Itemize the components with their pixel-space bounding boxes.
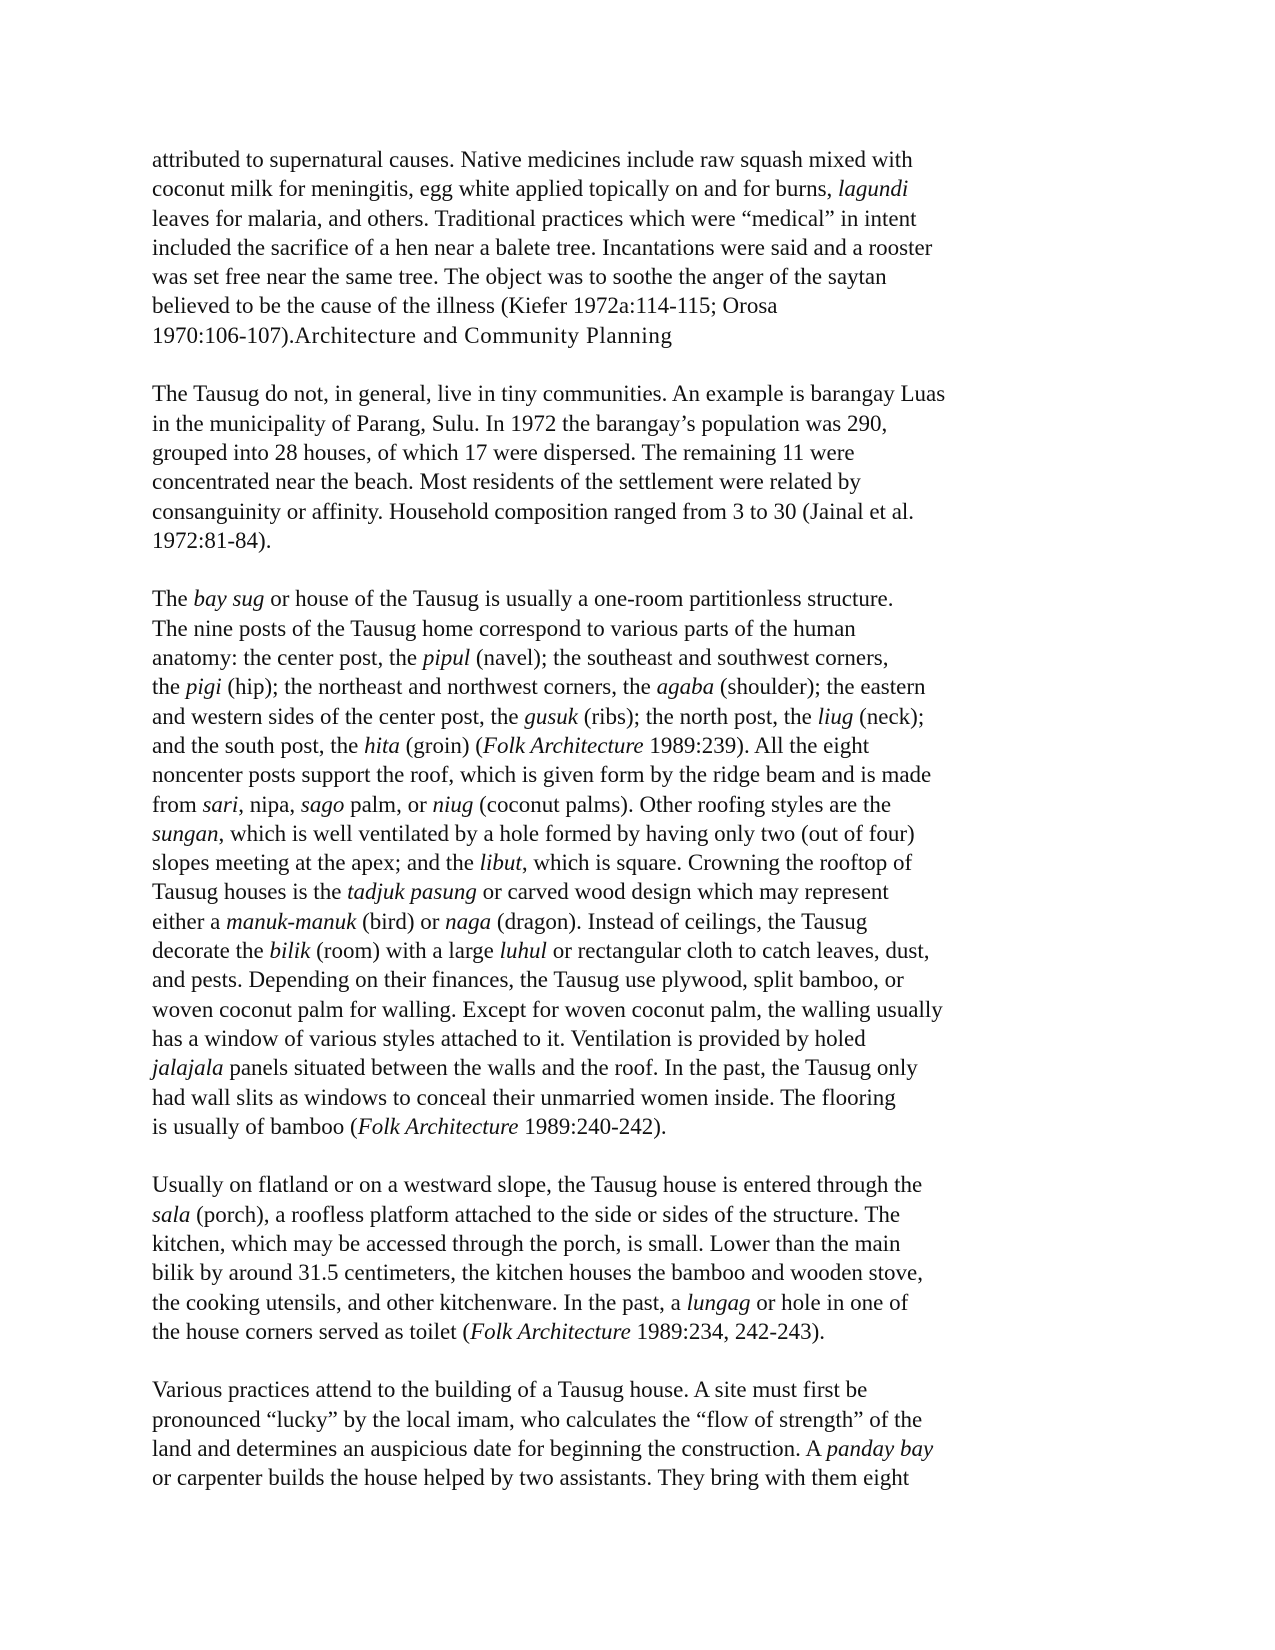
text-line: attributed to supernatural causes. Native medicines include raw squash mixed with [152, 147, 913, 172]
text-line: included the sacrifice of a hen near a balete tree. Incantations were said and a rooster [152, 234, 933, 260]
text-line: anatomy: the center post, the pipul (navel); the southeast and southwest corners, [152, 645, 889, 671]
text-line: in the municipality of Parang, Sulu. In 1972 the barangay’s population was 290, [152, 410, 888, 436]
text-line: has a window of various styles attached to it. Ventilation is provided by holed [152, 1025, 866, 1051]
text-line: sungan, which is well ventilated by a hole formed by having only two (out of four) [152, 820, 915, 846]
text-line: leaves for malaria, and others. Traditional practices which were “medical” in intent [152, 205, 917, 231]
text-line: is usually of bamboo (Folk Architecture 1989:240-242). [152, 1113, 667, 1139]
text-line: coconut milk for meningitis, egg white applied topically on and for burns, lagundi [152, 176, 909, 202]
text-line: 1970:106-107).Architecture and Community Planning [152, 322, 673, 348]
text-line: or carpenter builds the house helped by two assistants. They bring with them eight [152, 1465, 910, 1491]
paragraph [152, 1170, 1032, 1346]
text-line: The Tausug do not, in general, live in tiny communities. An example is barangay Luas [152, 381, 946, 407]
text-line: pronounced “lucky” by the local imam, who calculates the “flow of strength” of the [152, 1406, 923, 1432]
text-line: and western sides of the center post, the gusuk (ribs); the north post, the liug (neck); [152, 703, 925, 729]
text-line: concentrated near the beach. Most residents of the settlement were related by [152, 469, 861, 495]
text-line: woven coconut palm for walling. Except for woven coconut palm, the walling usually [152, 996, 943, 1022]
text-line: Tausug houses is the tadjuk pasung or carved wood design which may represent [152, 879, 889, 905]
text-line: 1972:81-84). [152, 527, 272, 553]
text-line: the pigi (hip); the northeast and northwest corners, the agaba (shoulder); the eastern [152, 674, 926, 700]
text-line: sala (porch), a roofless platform attached to the side or sides of the structure. The [152, 1201, 901, 1227]
text-line: Various practices attend to the building of a Tausug house. A site must first be [152, 1377, 868, 1403]
text-line: and the south post, the hita (groin) (Folk Architecture 1989:239). All the eight [152, 732, 870, 758]
text-line: from sari, nipa, sago palm, or niug (coconut palms). Other roofing styles are the [152, 791, 892, 817]
text-line: Usually on flatland or on a westward slope, the Tausug house is entered through the [152, 1172, 923, 1198]
text-line: either a manuk-manuk (bird) or naga (dragon). Instead of ceilings, the Tausug [152, 908, 868, 934]
text-line: had wall slits as windows to conceal their unmarried women inside. The flooring [152, 1084, 896, 1110]
text-line: the cooking utensils, and other kitchenware. In the past, a lungag or hole in one of [152, 1289, 909, 1315]
text-line: was set free near the same tree. The object was to soothe the anger of the saytan [152, 264, 887, 290]
paragraph [152, 145, 1032, 350]
text-line: The bay sug or house of the Tausug is usually a one-room partitionless structure. [152, 586, 894, 612]
text-line: slopes meeting at the apex; and the libut, which is square. Crowning the rooftop of [152, 850, 913, 876]
document-body [152, 145, 1032, 1522]
paragraph [152, 1375, 1032, 1492]
text-line: kitchen, which may be accessed through the porch, is small. Lower than the main [152, 1230, 901, 1256]
paragraph [152, 379, 1032, 555]
text-line: noncenter posts support the roof, which is given form by the ridge beam and is made [152, 762, 932, 788]
text-line: jalajala panels situated between the walls and the roof. In the past, the Tausug only [152, 1055, 918, 1081]
text-line: grouped into 28 houses, of which 17 were dispersed. The remaining 11 were [152, 439, 855, 465]
text-line: The nine posts of the Tausug home correspond to various parts of the human [152, 615, 856, 641]
text-line: consanguinity or affinity. Household composition ranged from 3 to 30 (Jainal et al. [152, 498, 915, 524]
paragraph [152, 584, 1032, 1141]
text-line: decorate the bilik (room) with a large luhul or rectangular cloth to catch leaves, dust, [152, 938, 930, 964]
text-line: believed to be the cause of the illness (Kiefer 1972a:114-115; Orosa [152, 293, 778, 319]
text-line: bilik by around 31.5 centimeters, the kitchen houses the bamboo and wooden stove, [152, 1260, 923, 1286]
text-line: the house corners served as toilet (Folk Architecture 1989:234, 242-243). [152, 1318, 826, 1344]
text-line: land and determines an auspicious date for beginning the construction. A panday bay [152, 1436, 934, 1462]
text-line: and pests. Depending on their finances, the Tausug use plywood, split bamboo, or [152, 967, 904, 993]
